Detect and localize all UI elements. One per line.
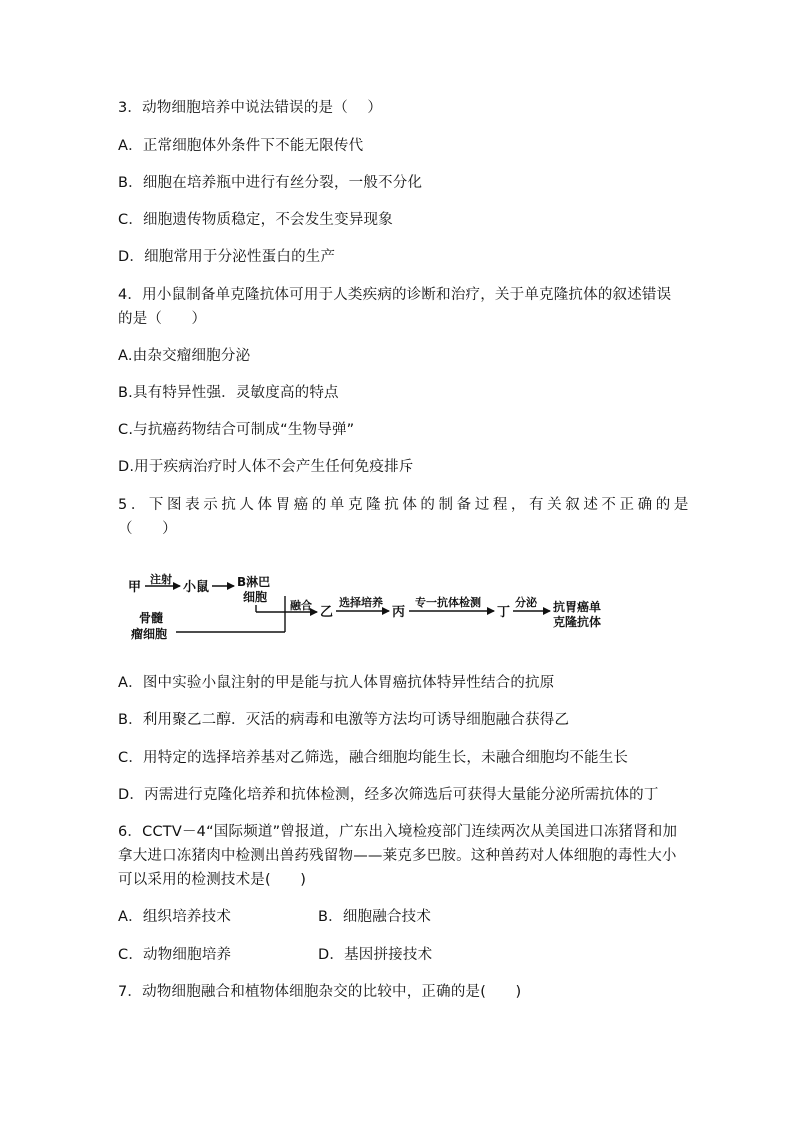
q6-option-c: C．动物细胞培养	[118, 947, 232, 963]
q5-option-b: B．利用聚乙二醇．灭活的病毒和电激等方法均可诱导细胞融合获得乙	[118, 712, 570, 728]
q4-option-a: A.由杂交瘤细胞分泌	[118, 348, 251, 364]
q5-option-c: C．用特定的选择培养基对乙筛选，融合细胞均能生长，未融合细胞均不能生长	[118, 750, 629, 766]
q3-option-b: B．细胞在培养瓶中进行有丝分裂，一般不分化	[118, 175, 423, 191]
q4-option-d: D.用于疾病治疗时人体不会产生任何免疫排斥	[118, 459, 414, 475]
node-yi: 乙	[320, 605, 334, 620]
q6-option-a: A．组织培养技术	[118, 909, 232, 925]
node-marrow-line-2: 瘤细胞	[131, 627, 168, 641]
node-marrow-line-1: 骨髓	[139, 611, 164, 625]
antibody-preparation-diagram	[0, 560, 794, 650]
node-b-cell-line-1: B淋巴	[237, 575, 271, 589]
label-select: 选择培养	[339, 596, 383, 609]
node-product-line-1: 抗胃癌单	[553, 600, 602, 614]
q5-option-d: D．丙需进行克隆化培养和抗体检测，经多次筛选后可获得大量能分泌所需抗体的丁	[118, 787, 659, 803]
q5-stem-line-1: 5．下图表示抗人体胃癌的单克隆抗体的制备过程，有关叙述不正确的是	[118, 497, 692, 513]
q3-option-c: C．细胞遗传物质稳定，不会发生变异现象	[118, 212, 393, 228]
label-detect: 专一抗体检测	[415, 596, 481, 609]
q5-option-a: A．图中实验小鼠注射的甲是能与抗人体胃癌抗体特异性结合的抗原	[118, 675, 555, 691]
node-b-cell-line-2: 细胞	[243, 590, 268, 604]
label-secrete: 分泌	[515, 596, 537, 609]
node-mouse: 小鼠	[183, 580, 210, 595]
q7-stem: 7．动物细胞融合和植物体细胞杂交的比较中，正确的是( )	[118, 984, 522, 1000]
q5-stem-line-2: （ ）	[118, 521, 177, 537]
q6-stem-line-3: 可以采用的检测技术是( )	[118, 872, 307, 888]
q3-stem: 3．动物细胞培养中说法错误的是（ ）	[118, 100, 383, 116]
q4-stem-line-1: 4．用小鼠制备单克隆抗体可用于人类疾病的诊断和治疗，关于单克隆抗体的叙述错误	[118, 287, 672, 303]
q6-option-d: D．基因拼接技术	[318, 947, 433, 963]
q3-option-a: A．正常细胞体外条件下不能无限传代	[118, 138, 364, 154]
label-fuse: 融合	[290, 599, 312, 612]
q6-option-b: B．细胞融合技术	[318, 909, 432, 925]
node-jia: 甲	[128, 580, 142, 595]
node-bing: 丙	[392, 605, 406, 620]
q4-option-c: C.与抗癌药物结合可制成“生物导弹”	[118, 422, 355, 438]
node-product-line-2: 克隆抗体	[553, 615, 602, 629]
q6-option-row-1	[118, 908, 231, 926]
q4-option-b: B.具有特异性强．灵敏度高的特点	[118, 385, 339, 401]
q6-stem-line-1: 6．CCTV－4“国际频道”曾报道，广东出入境检疫部门连续两次从美国进口冻猪肾和加	[118, 824, 678, 840]
q4-stem-line-2: 的是（ ）	[118, 311, 207, 327]
label-inject: 注射	[150, 573, 172, 586]
q3-option-d: D．细胞常用于分泌性蛋白的生产	[118, 249, 336, 265]
node-ding: 丁	[497, 605, 511, 620]
q6-stem-line-2: 拿大进口冻猪肉中检测出兽药残留物——莱克多巴胺。这种兽药对人体细胞的毒性大小	[118, 848, 677, 864]
